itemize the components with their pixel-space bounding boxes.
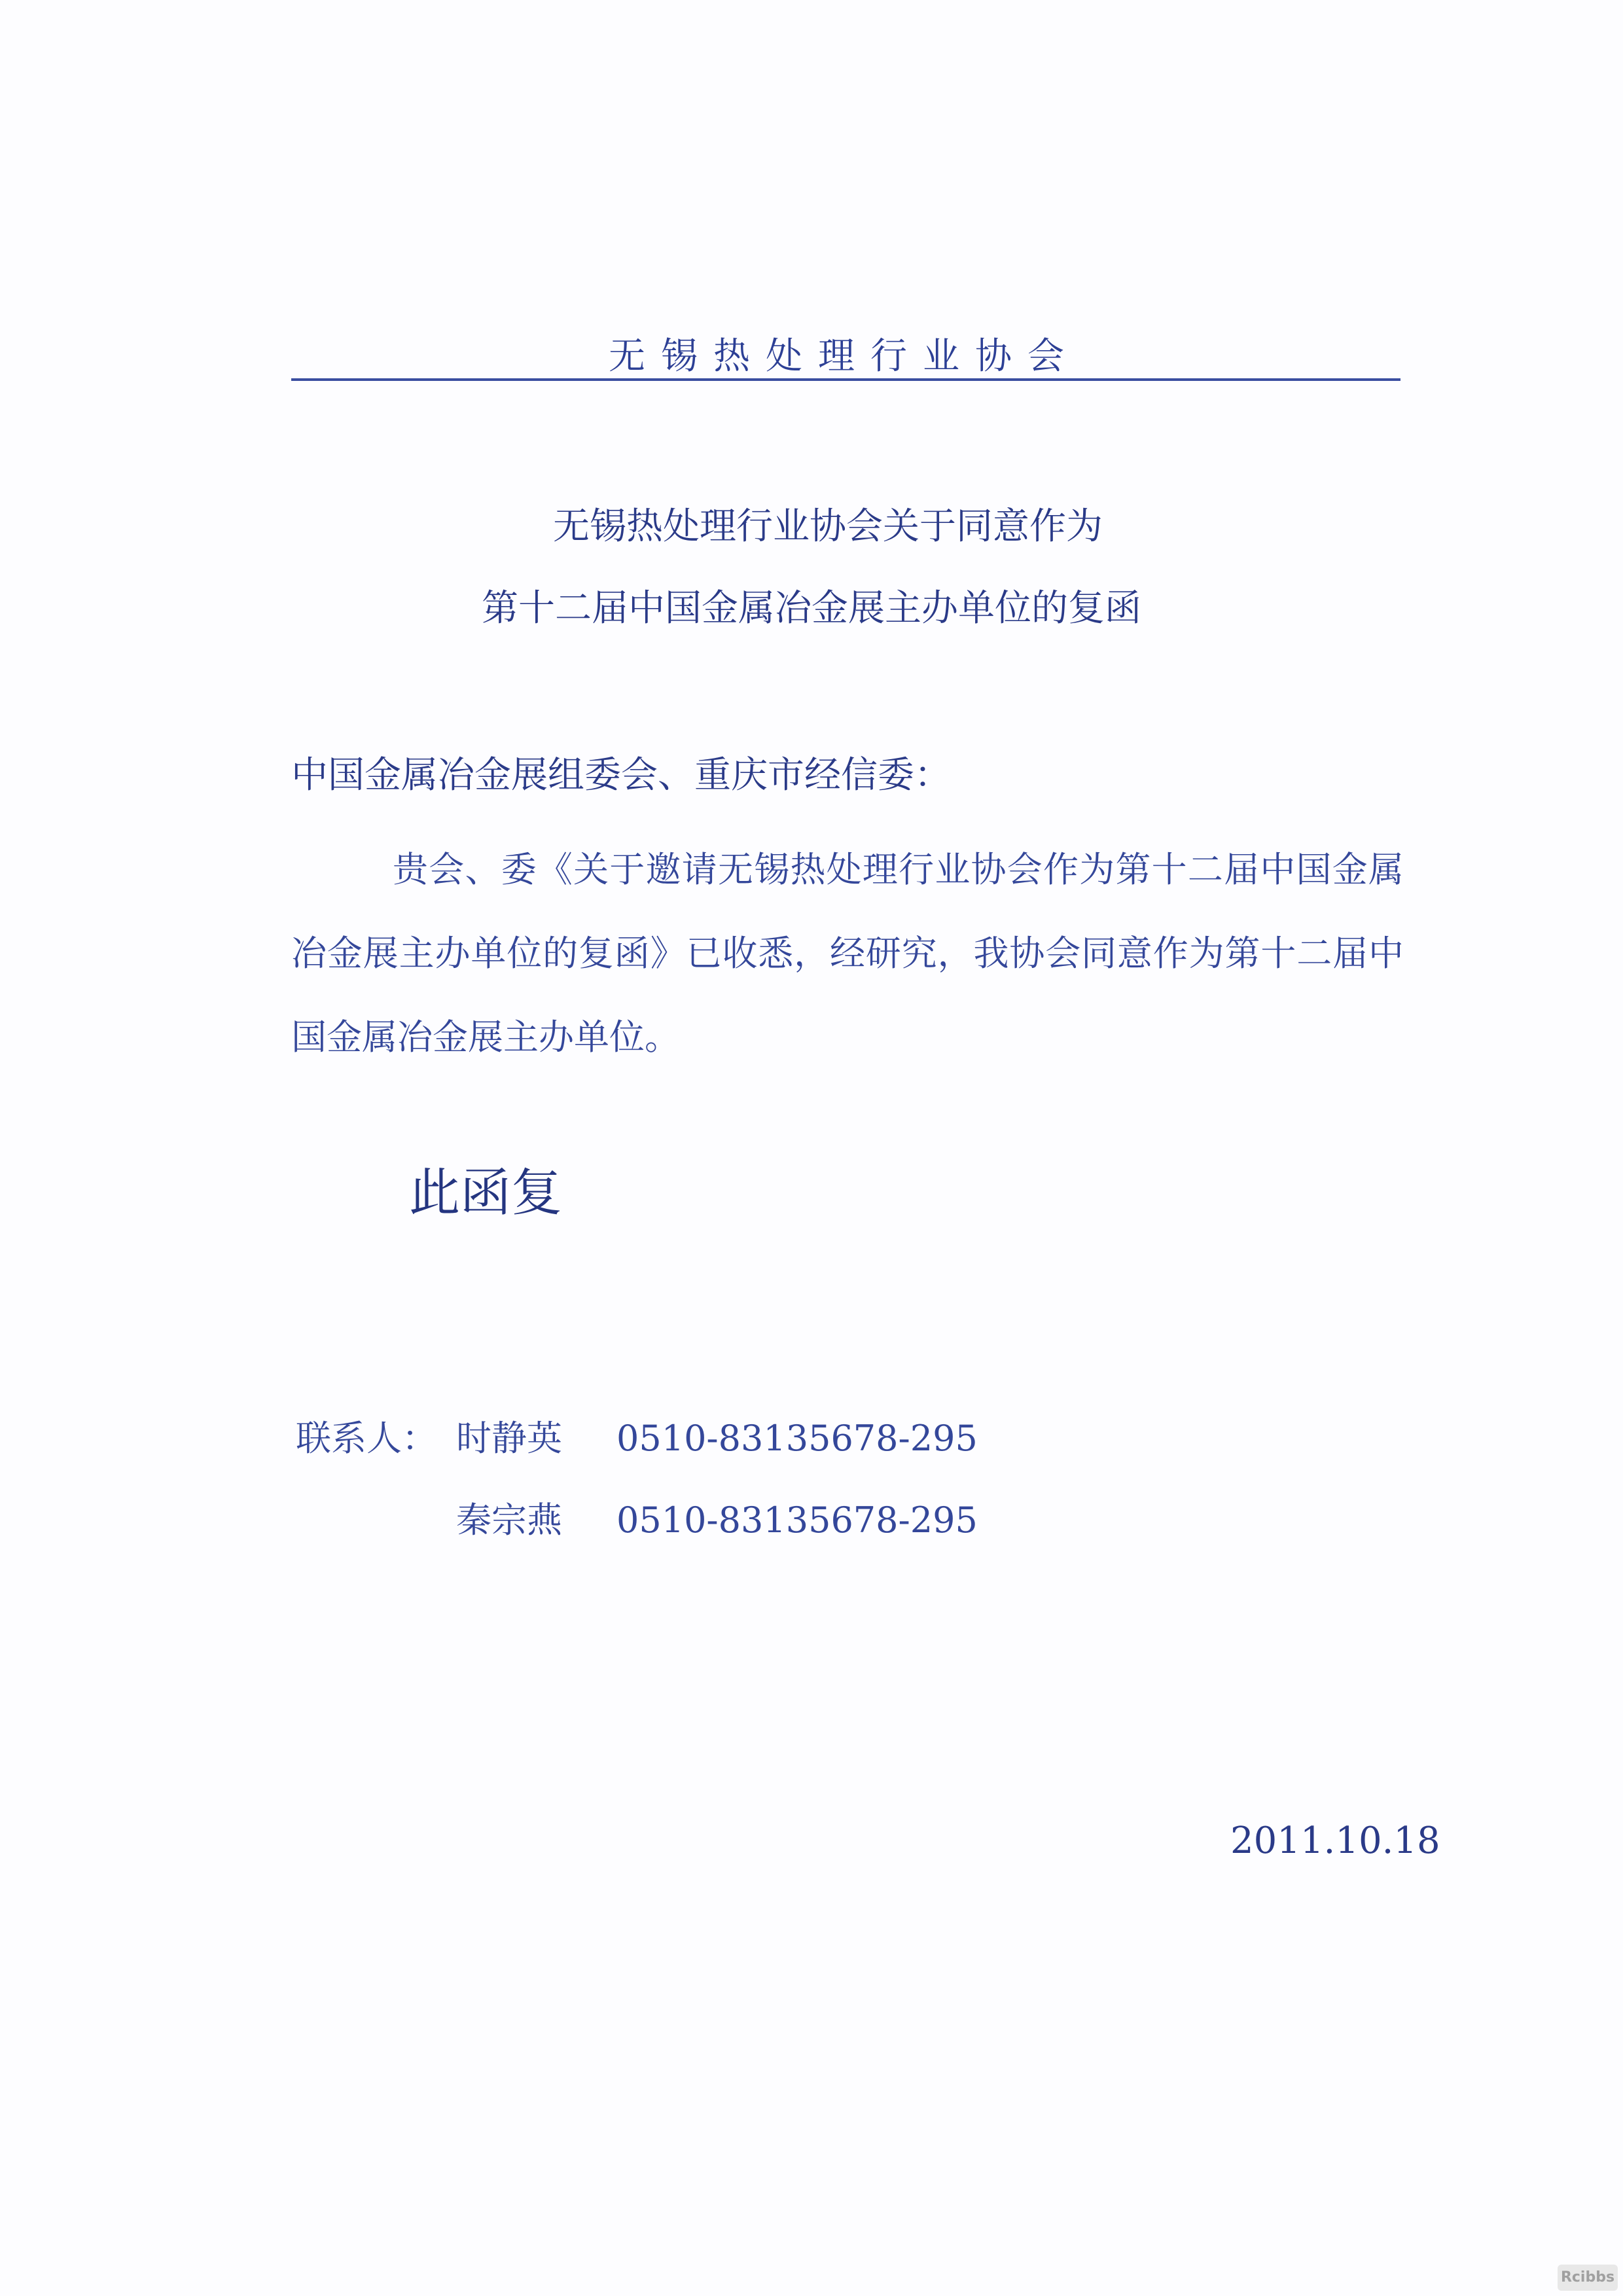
body-paragraph: 贵会、委《关于邀请无锡热处理行业协会作为第十二届中国金属冶金展主办单位的复函》已收悉，经研究，我协会同意作为第十二届中国金属冶金展主办单位。 xyxy=(291,849,1404,1058)
contact-label: 联系人： xyxy=(296,1418,437,1459)
letterhead-rule xyxy=(291,378,1400,381)
document-title-line-2: 第十二届中国金属冶金展主办单位的复函 xyxy=(482,587,1141,630)
contact-row xyxy=(296,1410,978,1461)
watermark-logo: Rcibbs xyxy=(1558,2265,1618,2291)
salutation: 中国金属冶金展组委会、重庆市经信委： xyxy=(291,754,951,797)
contact-phone: 0510-83135678-295 xyxy=(616,1418,978,1459)
contact-row xyxy=(456,1492,978,1543)
closing-phrase: 此函复 xyxy=(409,1164,563,1223)
contact-name: 时静英 xyxy=(456,1418,562,1459)
document-date: 2011.10.18 xyxy=(1230,1820,1440,1862)
contact-phone: 0510-83135678-295 xyxy=(616,1499,978,1541)
contact-name: 秦宗燕 xyxy=(456,1499,562,1541)
document-title-line-1: 无锡热处理行业协会关于同意作为 xyxy=(553,505,1103,548)
letterhead-org-name: 无锡热处理行业协会 xyxy=(609,335,1080,378)
